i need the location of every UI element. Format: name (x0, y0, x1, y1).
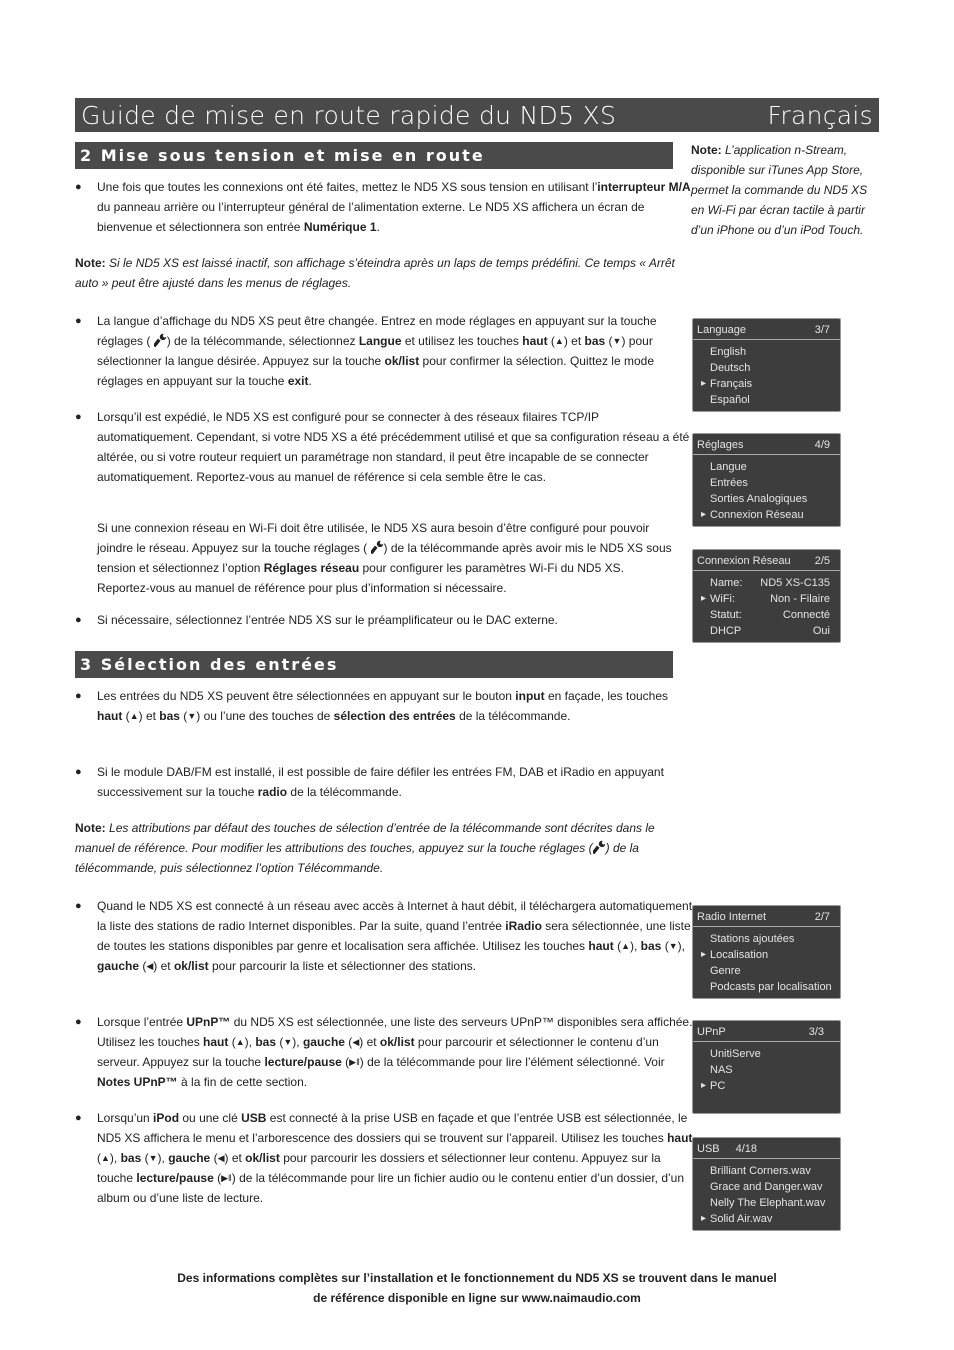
wrench-icon (154, 333, 167, 347)
menu-item-selected: ▸ Localisation (693, 947, 840, 963)
menu-item-selected: ▸ WiFi: Non - Filaire (693, 591, 840, 607)
menu-item: Stations ajoutées (710, 933, 795, 945)
bullet: ● (75, 690, 82, 702)
section-3-heading: 3 Sélection des entrées (75, 651, 673, 678)
paragraph-preamp: ● Si nécessaire, sélectionnez l’entrée ND5 XS sur le préamplificateur ou le DAC externe. (75, 610, 695, 630)
bullet: ● (75, 1112, 82, 1124)
menu-item: Brilliant Corners.wav (710, 1165, 811, 1177)
menu-item: NAS (710, 1064, 733, 1076)
screen-connexion-reseau: Connexion Réseau 2/5 Name: ND5 XS-C135 ▸ WiFi: Non - Filaire Statut: Connecté DHCP Oui (692, 549, 841, 643)
wrench-icon (593, 840, 606, 854)
note-auto-off: Note: Si le ND5 XS est laissé inactif, son affichage s’éteindra après un laps de temps prédéfini. Ce temps « Arrêt auto » peut être ajusté dans les menus de réglages. (75, 256, 675, 290)
menu-item: Nelly The Elephant.wav (710, 1197, 826, 1209)
play-pause-icon: ▶‖ (221, 1173, 232, 1183)
bullet: ● (75, 315, 82, 327)
menu-item-selected: ▸ PC (693, 1078, 840, 1094)
bullet: ● (75, 766, 82, 778)
footer-line-1: Des informations complètes sur l’installation et le fonctionnement du ND5 XS se trouvent dans le manuel (177, 1271, 777, 1285)
up-arrow-icon: ▲ (554, 336, 564, 346)
left-arrow-icon: ◀ (352, 1037, 360, 1047)
paragraph-power-on: ● Une fois que toutes les connexions ont été faites, mettez le ND5 XS sous tension en utilisant l’interrupteur M/A du panneau arrière ou l’interrupteur général de l’alimentation externe. Le ND5 XS affichera un écran de bienvenue et sélectionnera son entrée Numérique 1. (75, 177, 695, 237)
sidenote-n-stream: Note: L’application n-Stream, disponible sur iTunes App Store, permet la commande du ND5 XS en Wi-Fi par écran tactile à partir d’un iPhone ou d’un iPod Touch. (691, 143, 868, 237)
bullet: ● (75, 1016, 82, 1028)
menu-item-selected: ▸ Connexion Réseau (693, 507, 840, 523)
menu-item: Español (710, 394, 750, 406)
paragraph-upnp: ● Lorsque l’entrée UPnP™ du ND5 XS est sélectionnée, une liste des serveurs UPnP™ disponibles sera affichée. Utilisez les touches haut (▲), bas (▼), gauche (◀) et ok/list pour parcourir et sélectionner le contenu d’un serveur. Appuyez sur la touche lecture/pause (▶‖) de la télécommande pour lire l’élément sélectionné. Voir Notes UPnP™ à la fin de cette section. (75, 1012, 695, 1092)
page-banner (75, 98, 879, 132)
menu-item: Entrées (710, 477, 748, 489)
down-arrow-icon: ▼ (612, 336, 622, 346)
paragraph-usb: ● Lorsqu’un iPod ou une clé USB est connecté à la prise USB en façade et que l’entrée USB est sélectionnée, le ND5 XS affichera le menu et l’arborescence des dossiers qui se trouvent sur l’appareil. Utilisez les touches haut (▲), bas (▼), gauche (◀) et ok/list pour parcourir les dossiers et sélectionner leur contenu. Appuyez sur la touche lecture/pause (▶‖) de la télécommande pour lire un fichier audio ou le contenu entier d’un dossier, d’un album ou d’une liste de lecture. (75, 1108, 695, 1208)
bullet: ● (75, 900, 82, 912)
paragraph-wifi: Si une connexion réseau en Wi-Fi doit être utilisée, le ND5 XS aura besoin d’être configuré pour pouvoir joindre le réseau. Appuyez sur la touche réglages ( ) de la télécommande après avoir mis le ND5 XS sous tension et sélectionnez l’option Réglages réseau pour configurer les paramètres Wi-Fi du ND5 XS. Reportez-vous au manuel de référence pour plus d’information si nécessaire. (97, 521, 672, 595)
language-label: Français (767, 100, 873, 130)
down-arrow-icon: ▼ (283, 1037, 293, 1047)
screen-language: Language 3/7 English Deutsch ▸ Français Español (692, 318, 841, 412)
page-title: Guide de mise en route rapide du ND5 XS (81, 100, 617, 130)
menu-item: Deutsch (710, 362, 751, 374)
down-arrow-icon: ▼ (668, 941, 678, 951)
down-arrow-icon: ▼ (187, 711, 197, 721)
menu-item: Statut: Connecté (710, 609, 830, 621)
menu-item: Name: ND5 XS-C135 (710, 577, 830, 589)
up-arrow-icon: ▲ (235, 1037, 245, 1047)
menu-item-selected: ▸ Français (693, 376, 840, 392)
menu-item: UnitiServe (710, 1048, 761, 1060)
paragraph-network: ● Lorsqu’il est expédié, le ND5 XS est configuré pour se connecter à des réseaux filaires TCP/IP automatiquement. Cependant, si votre ND5 XS a été précédemment utilisé et que sa configuration réseau a été altérée, ou si votre routeur requiert un paramétrage non standard, il peut être incapable de se connecter automatiquement. Reportez-vous au manuel de référence si cela semble être le cas. (75, 407, 695, 487)
menu-item: Grace and Danger.wav (710, 1181, 823, 1193)
footer-line-2: de référence disponible en ligne sur www.naimaudio.com (313, 1291, 641, 1305)
paragraph-language: ● La langue d’affichage du ND5 XS peut être changée. Entrez en mode réglages en appuyant sur la touche réglages ( ) de la télécommande, sélectionnez Langue et utilisez les touches haut (▲) et bas (▼) pour sélectionner la langue désirée. Appuyez sur la touche ok/list pour confirmer la sélection. Quittez le mode réglages en appuyant sur la touche exit. (75, 311, 695, 391)
screen-radio-internet: Radio Internet 2/7 Stations ajoutées ▸ Localisation Genre Podcasts par localisation (692, 905, 841, 999)
bullet: ● (75, 614, 82, 626)
menu-item: Sorties Analogiques (710, 493, 808, 505)
menu-item: DHCP Oui (710, 625, 830, 637)
note-remote: Note: Les attributions par défaut des touches de sélection d’entrée de la télécommande sont décrites dans le manuel de référence. Pour modifier les attributions des touches, appuyez sur la touche réglages ( ) de la télécommande, puis sélectionnez l’option Télécommande. (75, 821, 655, 875)
screen-reglages: Réglages 4/9 Langue Entrées Sorties Analogiques ▸ Connexion Réseau (692, 433, 841, 527)
bullet: ● (75, 411, 82, 423)
menu-item: Podcasts par localisation (710, 981, 832, 993)
play-pause-icon: ▶‖ (349, 1057, 360, 1067)
footer-note (75, 1268, 879, 1308)
menu-item-selected: ▸ Solid Air.wav (693, 1211, 840, 1227)
menu-item: Langue (710, 461, 747, 473)
bullet: ● (75, 181, 82, 193)
up-arrow-icon: ▲ (101, 1153, 110, 1163)
left-arrow-icon: ◀ (217, 1153, 225, 1163)
menu-item: English (710, 346, 747, 358)
paragraph-inputs: ● Les entrées du ND5 XS peuvent être sélectionnées en appuyant sur le bouton input en façade, les touches haut (▲) et bas (▼) ou l’une des touches de sélection des entrées de la télécommande. (75, 686, 695, 726)
screen-upnp: UPnP 3/3 UnitiServe NAS ▸ PC (692, 1020, 841, 1114)
section-2-heading: 2 Mise sous tension et mise en route (75, 142, 673, 169)
up-arrow-icon: ▲ (621, 941, 630, 951)
menu-item: Genre (710, 965, 741, 977)
wrench-icon (371, 540, 384, 554)
screen-usb: USB 4/18 Brilliant Corners.wav Grace and Danger.wav Nelly The Elephant.wav ▸ Solid Air.wav (692, 1137, 841, 1231)
up-arrow-icon: ▲ (129, 711, 139, 721)
paragraph-iradio: ● Quand le ND5 XS est connecté à un réseau avec accès à Internet à haut débit, il téléchargera automatiquement la liste des stations de radio Internet disponibles. Par la suite, quand l’entrée iRadio sera sélectionnée, une liste de toutes les stations disponibles par genre et localisation sera affichée. Utilisez les touches haut (▲), bas (▼), gauche (◀) et ok/list pour parcourir la liste et sélectionner des stations. (75, 896, 695, 976)
down-arrow-icon: ▼ (148, 1153, 158, 1163)
paragraph-radio: ● Si le module DAB/FM est installé, il est possible de faire défiler les entrées FM, DAB et iRadio en appuyant successivement sur la touche radio de la télécommande. (75, 762, 695, 802)
left-arrow-icon: ◀ (146, 961, 154, 971)
